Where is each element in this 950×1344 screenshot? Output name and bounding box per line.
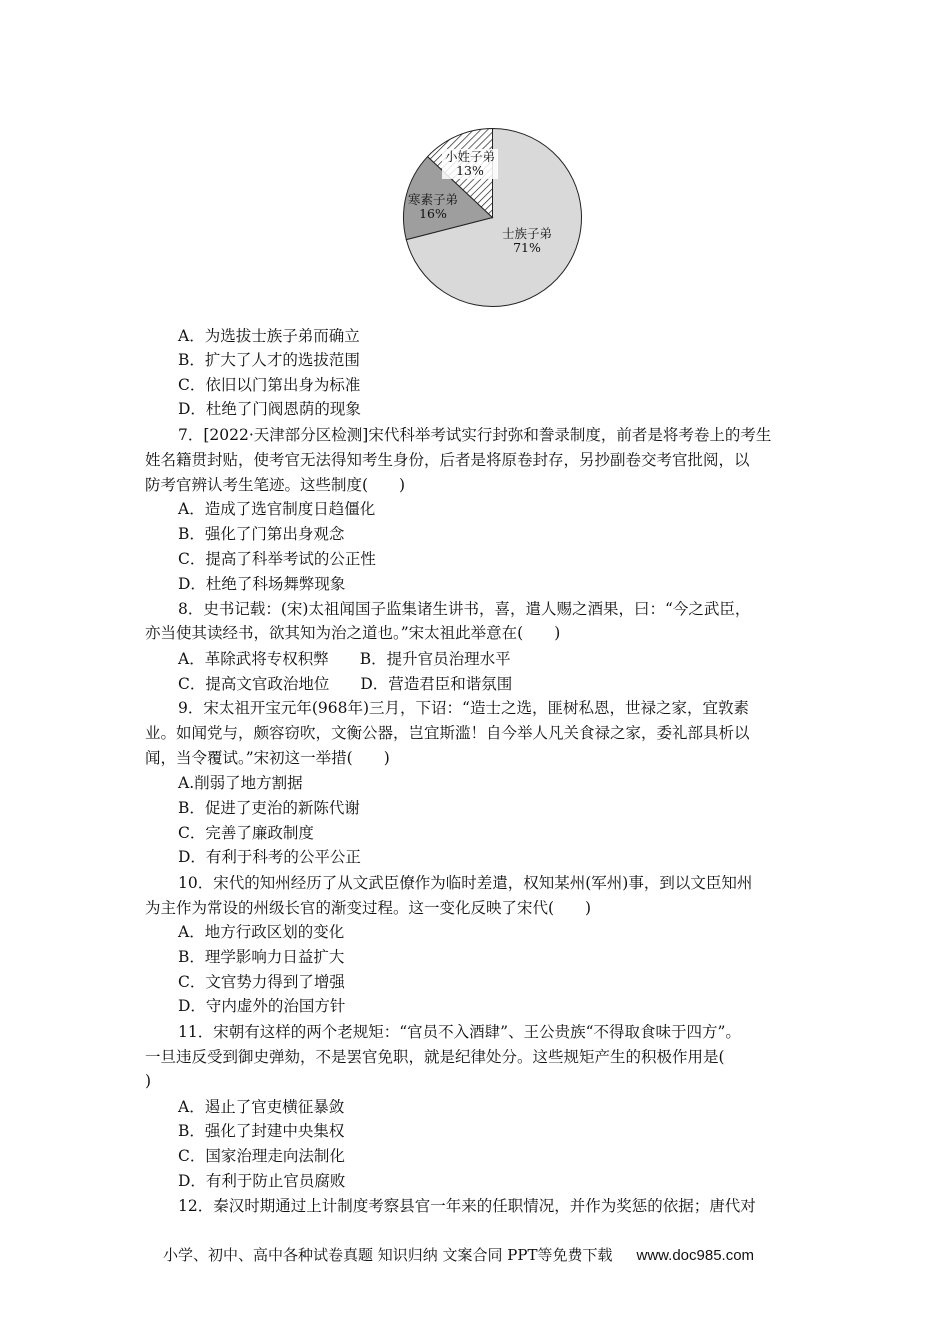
q9-option-d: D．有利于科考的公平公正 [178,848,361,866]
q7-stem-line1: 7．[2022·天津部分区检测]宋代科举考试实行封弥和誊录制度，前者是将考卷上的考生 [178,426,772,444]
q7-stem-line3: 防考官辨认考生笔迹。这些制度( ) [145,476,406,494]
slice-percent-hansu: 16% [419,206,447,221]
q8-options-ab: A．革除武将专权积弊 B．提升官员治理水平 [178,650,511,668]
q12-stem-line1: 12．秦汉时期通过上计制度考察县官一年来的任职情况，并作为奖惩的依据；唐代对 [178,1197,756,1215]
q7-option-d: D．杜绝了科场舞弊现象 [178,575,346,593]
q11-option-d: D．有利于防止官员腐败 [178,1172,346,1190]
q8-stem-line2: 亦当使其读经书，欲其知为治之道也。”宋太祖此举意在( ) [145,624,561,642]
q10-option-c: C．文官势力得到了增强 [178,973,345,991]
q9-option-c: C．完善了廉政制度 [178,824,314,842]
q9-option-b: B．促进了吏治的新陈代谢 [178,799,360,817]
q8-options-cd: C．提高文官政治地位 D．营造君臣和谐氛围 [178,675,513,693]
q6-option-a: A．为选拔士族子弟而确立 [178,327,360,345]
page-footer [163,1244,754,1265]
q11-stem-line1: 11．宋朝有这样的两个老规矩：“官员不入酒肆”、王公贵族“不得取食味于四方”。 [178,1023,741,1041]
slice-percent-shizu: 71% [513,240,541,255]
q6-option-b: B．扩大了人才的选拔范围 [178,351,360,369]
q11-stem-line3: ) [145,1072,152,1090]
pie-chart [400,125,585,310]
q10-stem-line2: 为主作为常设的州级长官的渐变过程。这一变化反映了宋代( ) [145,899,592,917]
q8-stem-line1: 8．史书记载：(宋)太祖闻国子监集诸生讲书，喜，遣人赐之酒果，曰：“今之武臣， [178,600,751,618]
slice-label-xiaoxing: 小姓子弟 [444,149,496,164]
q7-option-c: C．提高了科举考试的公正性 [178,550,376,568]
q11-stem-line2: 一旦违反受到御史弹劾，不是罢官免职，就是纪律处分。这些规矩产生的积极作用是( [145,1048,725,1066]
q6-option-d: D．杜绝了门阀恩荫的现象 [178,400,361,418]
slice-label-hansu: 寒素子弟 [407,192,459,207]
q9-option-a: A.削弱了地方割据 [178,774,303,792]
q7-option-b: B．强化了门第出身观念 [178,525,345,543]
q10-stem-line1: 10．宋代的知州经历了从文武臣僚作为临时差遣，权知某州(军州)事，到以文臣知州 [178,874,753,892]
q10-option-b: B．理学影响力日益扩大 [178,948,345,966]
q7-stem-line2: 姓名籍贯封贴，使考官无法得知考生身份，后者是将原卷封存，另抄副卷交考官批阅，以 [145,451,750,469]
q7-option-a: A．造成了选官制度日趋僵化 [178,500,376,518]
footer-text: 小学、初中、高中各种试卷真题 知识归纳 文案合同 PPT等免费下载 [163,1246,613,1264]
q6-option-c: C．依旧以门第出身为标准 [178,376,361,394]
footer-url: www.doc985.com [636,1247,755,1264]
q9-stem-line2: 业。如闻党与，颇容窃吹，文衡公器，岂宜斯滥！自今举人凡关食禄之家，委礼部具析以 [145,724,750,742]
q11-option-a: A．遏止了官吏横征暴敛 [178,1098,345,1116]
slice-label-shizu: 士族子弟 [501,226,553,241]
q11-option-b: B．强化了封建中央集权 [178,1122,345,1140]
slice-percent-xiaoxing: 13% [456,163,484,178]
q9-stem-line1: 9．宋太祖开宝元年(968年)三月，下诏：“造士之选，匪树私恩，世禄之家，宜敦素 [178,699,749,717]
q10-option-d: D．守内虚外的治国方针 [178,997,346,1015]
q11-option-c: C．国家治理走向法制化 [178,1147,345,1165]
q9-stem-line3: 闻，当令覆试。”宋初这一举措( ) [145,749,390,767]
q10-option-a: A．地方行政区划的变化 [178,923,345,941]
